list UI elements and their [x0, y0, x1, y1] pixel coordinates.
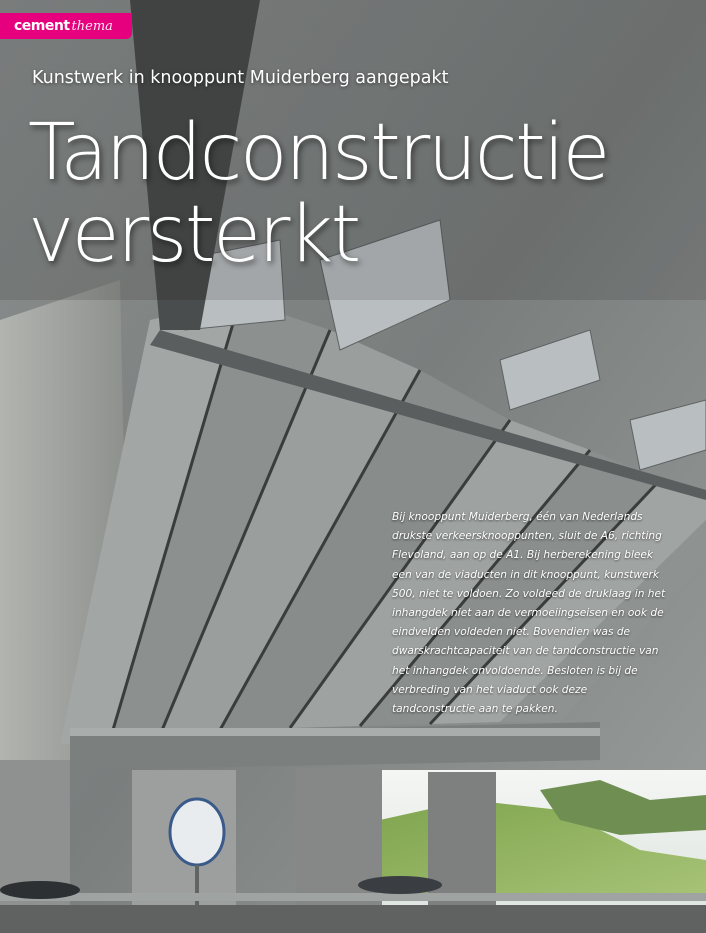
section-label: thema [71, 18, 113, 34]
section-badge [0, 13, 132, 39]
article-kicker: Kunstwerk in knooppunt Muiderberg aangepakt [32, 68, 449, 88]
article-title-line-2: versterkt [28, 190, 359, 280]
magazine-brand: cement [14, 18, 70, 34]
article-title-line-1: Tandconstructie [28, 108, 608, 198]
article-title [28, 108, 608, 280]
article-intro: Bij knooppunt Muiderberg, één van Nederlands drukste verkeersknooppunten, sluit de A6, richting Flevoland, aan op de A1. Bij herberekening bleek een van de viaducten in dit knooppunt, kunstwerk 500, niet te voldoen. Zo voldeed de druklaag in het inhangdek niet aan de vermoeiingseisen en ook de eindvelden voldeden niet. Bovendien was de dwarskrachtcapaciteit van de tandconstructie van het inhangdek onvoldoende. Besloten is bij de verbreding van het viaduct ook deze tandconstructie aan te pakken. [392, 511, 666, 716]
